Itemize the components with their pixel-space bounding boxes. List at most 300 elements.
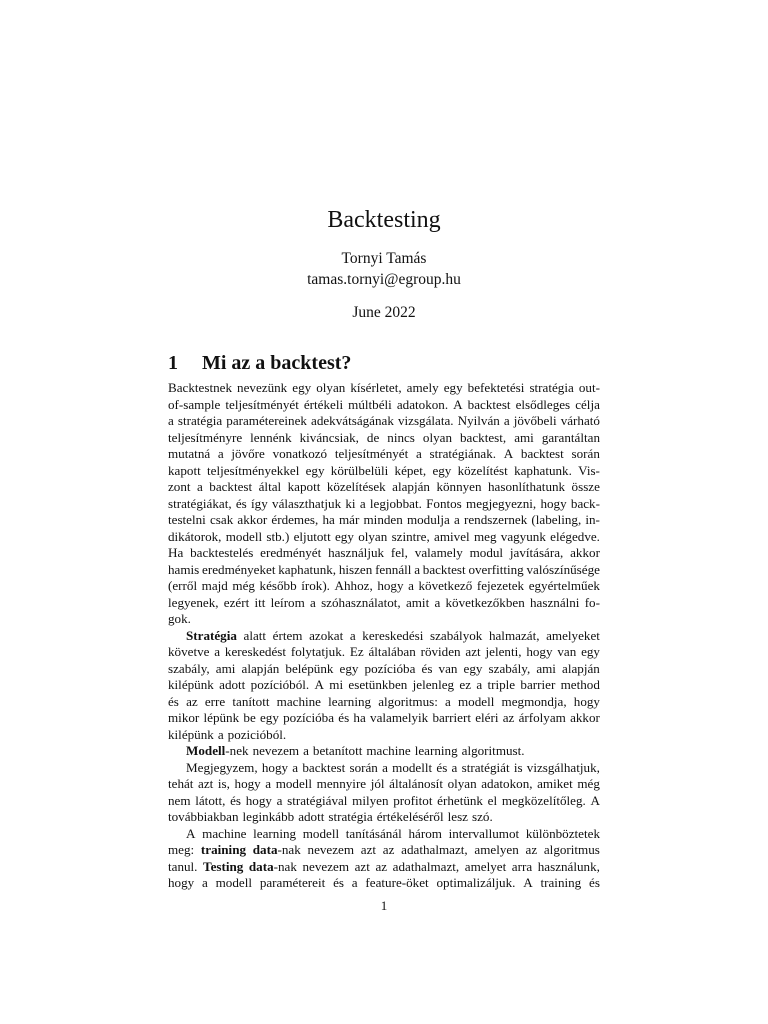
body-line [168, 628, 600, 645]
word: leírom [270, 594, 305, 610]
word: back- [570, 495, 600, 511]
word: a [217, 726, 224, 742]
word: jövőre [231, 446, 265, 461]
word: A [186, 825, 196, 841]
word: csak [209, 512, 234, 527]
word: értékeli [303, 396, 344, 412]
word: kísérletet, [350, 380, 402, 395]
word: egy [335, 528, 354, 544]
body-line [168, 380, 600, 397]
word: jól [370, 776, 385, 791]
word: a [292, 759, 299, 775]
body-line [168, 727, 600, 744]
word: olyan [358, 528, 388, 544]
word: arra [511, 858, 533, 874]
word: könnyen [436, 479, 482, 494]
word: of-sample [168, 396, 221, 412]
word: itt [254, 594, 266, 610]
word: kiváncsiak, [299, 429, 359, 445]
word: teljesítményét [334, 446, 409, 461]
word: machine [366, 743, 411, 758]
body-line [168, 793, 600, 810]
title-block [0, 205, 768, 323]
word: amit [405, 594, 430, 610]
word: backtestelés [190, 545, 254, 560]
word: hogy [261, 759, 289, 775]
word: használni [530, 594, 580, 610]
word: a [349, 627, 356, 643]
word: stratégia [529, 380, 574, 395]
word: látott, [195, 792, 226, 808]
word: az [186, 693, 198, 709]
word: Modell-nek [186, 743, 249, 758]
body-line [168, 809, 600, 826]
word: és [589, 875, 600, 890]
word: pozícióba [283, 710, 335, 725]
word: egy [292, 380, 312, 395]
word: algoritmust. [461, 743, 525, 758]
word: Megjegyzem, [186, 759, 258, 775]
word: egy [581, 644, 600, 659]
word: lépünk [203, 710, 240, 725]
word: Backtestnek [168, 380, 232, 395]
word: A [503, 446, 514, 461]
word: teljesítményekkel [207, 462, 300, 478]
word: közelítések [326, 479, 386, 494]
word: egyértelműek [528, 578, 600, 593]
word: valamely [414, 545, 463, 560]
word: testelni [168, 512, 206, 527]
word: zont [168, 479, 191, 494]
body-line [168, 826, 600, 843]
word: adathalmazt, [401, 842, 468, 857]
word: belépünk [285, 660, 334, 676]
word: képet, [394, 462, 427, 478]
word: használunk, [537, 858, 600, 874]
body-line [168, 512, 600, 529]
word: ha [322, 512, 335, 527]
word: machine [202, 825, 247, 841]
word: várható [560, 413, 600, 428]
word: Vis- [578, 462, 600, 478]
word: olyan [447, 776, 477, 791]
word: stratégia [177, 413, 223, 428]
word: követve [168, 644, 210, 659]
word: nincs [387, 429, 415, 445]
word: tanított [232, 693, 270, 709]
word: lesz [447, 809, 468, 824]
word: kilépünk [168, 677, 214, 692]
word: garantáltan [541, 429, 600, 445]
word: azokat [309, 627, 344, 643]
word: nevezem [307, 842, 355, 857]
body-line [168, 446, 600, 463]
word: elégedve. [550, 528, 600, 544]
word: adathalmazt, [392, 858, 460, 874]
word: eredményeket [202, 561, 276, 577]
word: majd [201, 578, 228, 593]
section-number: 1 [168, 352, 178, 374]
word: stratégiával [287, 792, 348, 808]
word: triple [487, 677, 516, 692]
word: a [414, 561, 420, 577]
word: Testing [203, 858, 244, 874]
word: amelyet [464, 858, 507, 874]
word: akkor [570, 710, 600, 725]
word: legjobbat. [369, 495, 422, 511]
word: barrier [520, 677, 556, 692]
word: method [560, 677, 600, 692]
word: stratégiát [461, 759, 510, 775]
word: megközelítőleg. [501, 792, 586, 808]
body-line [168, 463, 600, 480]
word: (erről [168, 578, 198, 593]
word: learning [328, 693, 372, 709]
word: meg [473, 528, 497, 544]
word: a [451, 759, 458, 775]
word: backtest [209, 479, 253, 494]
word: Stratégia [186, 627, 237, 643]
word: és [333, 875, 344, 890]
word: a [351, 875, 358, 890]
word: Ez [349, 644, 364, 659]
word: optimalizáljuk. [436, 875, 516, 890]
word: általánosít [389, 776, 443, 791]
word: modell [458, 693, 495, 709]
word: használjuk [328, 545, 385, 560]
word: paramétereinek [226, 413, 307, 428]
word: out- [578, 380, 600, 395]
word: algoritmus: [378, 693, 438, 709]
section-title: Mi az a backtest? [202, 352, 352, 374]
body-line [168, 743, 600, 760]
word: valószínűsége [526, 561, 600, 577]
word: halmazát, [488, 627, 540, 643]
word: elsődleges [515, 396, 571, 412]
word: vonatkozó [272, 446, 328, 461]
word: amely [406, 380, 439, 395]
word: stratégiákat, [168, 495, 232, 511]
word: modell [215, 875, 252, 890]
word: A [523, 875, 533, 890]
word: dikátorok, [168, 528, 222, 544]
word: (labeling, [531, 512, 582, 527]
word: tehát [168, 776, 194, 791]
word: olyan [316, 380, 346, 395]
word: machine [276, 693, 321, 709]
word: hiszen [338, 561, 373, 577]
section-body [168, 380, 600, 892]
word: még [577, 776, 600, 791]
word: hogy [377, 578, 404, 593]
word: backtest, [460, 429, 507, 445]
word: ha [353, 710, 366, 725]
word: adott [219, 677, 246, 692]
word: ami [215, 660, 236, 676]
word: algoritmus [543, 842, 600, 857]
word: amelyen [474, 842, 519, 857]
word: eredményét [260, 545, 322, 560]
word: ami [536, 660, 556, 676]
word: jövőbeli [513, 413, 557, 428]
body-line [168, 644, 600, 661]
word: különböztetek [525, 825, 600, 841]
word: el [487, 792, 498, 808]
body-line [168, 694, 600, 711]
author-name: Tornyi Tamás [341, 250, 427, 267]
word: legyenek, [168, 594, 219, 610]
word: hogy [573, 693, 600, 709]
word: a [434, 594, 441, 610]
word: profitot [393, 792, 433, 808]
word: hogy [540, 495, 567, 511]
word: amelyeket [546, 627, 600, 643]
word: A [590, 792, 600, 808]
word: de [366, 429, 380, 445]
word: során [571, 446, 600, 461]
word: learning [414, 743, 458, 758]
word: A [314, 677, 324, 692]
word: a [310, 594, 316, 610]
word: szabályok [429, 627, 483, 643]
word: akkor [570, 545, 600, 560]
word: még [232, 578, 255, 593]
word: training [200, 842, 247, 857]
word: javítására, [509, 545, 564, 560]
word: célja [575, 396, 600, 412]
word: így [251, 495, 268, 511]
word: egy [305, 462, 325, 478]
word: szó. [471, 809, 493, 824]
word: milyen [352, 792, 389, 808]
body-line [168, 578, 600, 595]
word: azt [465, 644, 481, 659]
word: szóhasználatot, [321, 594, 401, 610]
word: árfolyam [518, 710, 566, 725]
word: Fontos [426, 495, 462, 511]
word: és [436, 759, 448, 775]
word: körülbelüli [330, 462, 389, 478]
word: gok. [168, 611, 191, 626]
word: érhetünk [437, 792, 483, 808]
word: ki [345, 495, 356, 511]
word: szabály, [168, 660, 210, 676]
word: valamelyik [370, 710, 429, 725]
word: teljesítményre [168, 429, 243, 445]
word: be [243, 710, 256, 725]
word: olyan [422, 429, 452, 445]
word: már [338, 512, 360, 527]
word: három [408, 825, 442, 841]
word: kapott [168, 462, 201, 478]
word: lennénk [250, 429, 292, 445]
word: a [454, 512, 460, 527]
word: hasonlíthatunk [487, 479, 566, 494]
word: minden [363, 512, 403, 527]
author-email: tamas.tornyi@egroup.hu [307, 271, 461, 288]
body-line [168, 529, 600, 546]
word: vizsgálata. [397, 413, 454, 428]
word: Ha [168, 545, 184, 560]
word: erre [204, 693, 226, 709]
word: teljesítményét [225, 396, 299, 412]
body-line [168, 430, 600, 447]
word: a [303, 743, 309, 758]
word: hogy [168, 875, 195, 890]
word: stratégiának. [429, 446, 497, 461]
word: amiket [537, 776, 573, 791]
word: össze [571, 479, 600, 494]
page-number: 1 [380, 898, 388, 913]
word: fo- [584, 594, 600, 610]
word: alapján [392, 479, 430, 494]
word: egy [443, 380, 463, 395]
word: stb.) [266, 528, 290, 544]
word: megmondja, [501, 693, 567, 709]
word: következő [418, 578, 473, 593]
word: nevezem [302, 858, 350, 874]
word: a [359, 495, 366, 511]
word: általában [368, 644, 416, 659]
word: kaphatunk. [514, 462, 572, 478]
word: értékeléséről [376, 809, 444, 824]
word: backtest [302, 759, 346, 775]
word: esetünkben [348, 677, 408, 692]
body-line [168, 677, 600, 694]
word: fejezetek [476, 578, 525, 593]
word: van [557, 644, 577, 659]
word: overfitting [468, 561, 524, 577]
word: kaphatunk, [278, 561, 337, 577]
body-line [168, 595, 600, 612]
word: rendszernek [463, 512, 528, 527]
word: azt [354, 858, 370, 874]
word: mutatná [168, 446, 211, 461]
word: backtest [467, 396, 511, 412]
body-line [168, 496, 600, 513]
document-title: Backtesting [327, 207, 441, 233]
word: kapott [287, 479, 321, 494]
word: mikor [168, 710, 200, 725]
body-line [168, 413, 600, 430]
word: a [202, 875, 208, 890]
word: az [525, 842, 538, 857]
word: akkor [237, 512, 268, 527]
word: data-nak [252, 842, 301, 857]
word: és [168, 693, 179, 709]
word: nevezünk [237, 380, 288, 395]
word: betanított [312, 743, 363, 758]
word: jelenleg [412, 677, 455, 692]
word: nem [168, 792, 191, 808]
word: modell [275, 776, 313, 791]
word: az [375, 858, 388, 874]
word: fennáll [375, 561, 412, 577]
word: alapján [562, 660, 600, 676]
word: Ahhoz, [334, 578, 373, 593]
word: alatt [243, 627, 267, 643]
word: adatokon. [396, 396, 449, 412]
word: továbbiakban [168, 809, 239, 824]
word: szintre, [391, 528, 430, 544]
word: hogy [245, 792, 272, 808]
word: eljutott [293, 528, 331, 544]
word: egy [259, 710, 279, 725]
word: hogy [234, 776, 261, 791]
word: és [230, 792, 242, 808]
word: szabály, [488, 660, 531, 676]
word: értem [272, 627, 303, 643]
word: egy [463, 660, 483, 676]
word: röviden [420, 644, 461, 659]
word: stratégia [328, 809, 373, 824]
section-heading [168, 350, 351, 376]
word: feature-öket [365, 875, 429, 890]
word: vagyunk [500, 528, 546, 544]
word: írok). [301, 578, 330, 593]
word: A [453, 396, 463, 412]
word: egy [339, 660, 359, 676]
word: meg: [168, 842, 195, 857]
word: amivel [434, 528, 470, 544]
word: adott [298, 809, 325, 824]
word: pozícióba [364, 660, 416, 676]
word: egy [432, 462, 452, 478]
word: a [265, 776, 272, 791]
word: hamis [168, 561, 200, 577]
document-date: June 2022 [352, 304, 416, 321]
word: tanításánál [345, 825, 402, 841]
word: később [259, 578, 297, 593]
word: kereskedést [224, 644, 286, 659]
word: kereskedési [362, 627, 424, 643]
word: Nyilván [457, 413, 500, 428]
body-line [168, 776, 600, 793]
word: azt [360, 842, 377, 857]
word: pozicióból. [227, 726, 287, 742]
word: is [513, 759, 523, 775]
word: befektetési [467, 380, 525, 395]
word: a [408, 578, 414, 593]
word: és [338, 710, 350, 725]
word: eléri [475, 710, 499, 725]
body-line [168, 710, 600, 727]
word: tanul. [168, 858, 198, 874]
body-line [168, 875, 600, 892]
word: nevezem [252, 743, 300, 758]
body-line [168, 397, 600, 414]
word: van [438, 660, 458, 676]
word: learning [253, 825, 297, 841]
word: a [214, 644, 221, 659]
word: a [503, 413, 510, 428]
word: backtest [520, 446, 564, 461]
word: következőkben [445, 594, 525, 610]
word: fel, [390, 545, 408, 560]
word: által [258, 479, 282, 494]
word: is, [217, 776, 230, 791]
word: backtest [422, 561, 466, 577]
word: hogy [526, 644, 553, 659]
word: választhatjuk [272, 495, 342, 511]
word: modul [469, 545, 504, 560]
body-line [168, 760, 600, 777]
word: vizsgálhatjuk, [526, 759, 600, 775]
word: az [382, 842, 395, 857]
body-line [168, 859, 600, 876]
body-line [168, 842, 600, 859]
word: in- [585, 512, 600, 527]
